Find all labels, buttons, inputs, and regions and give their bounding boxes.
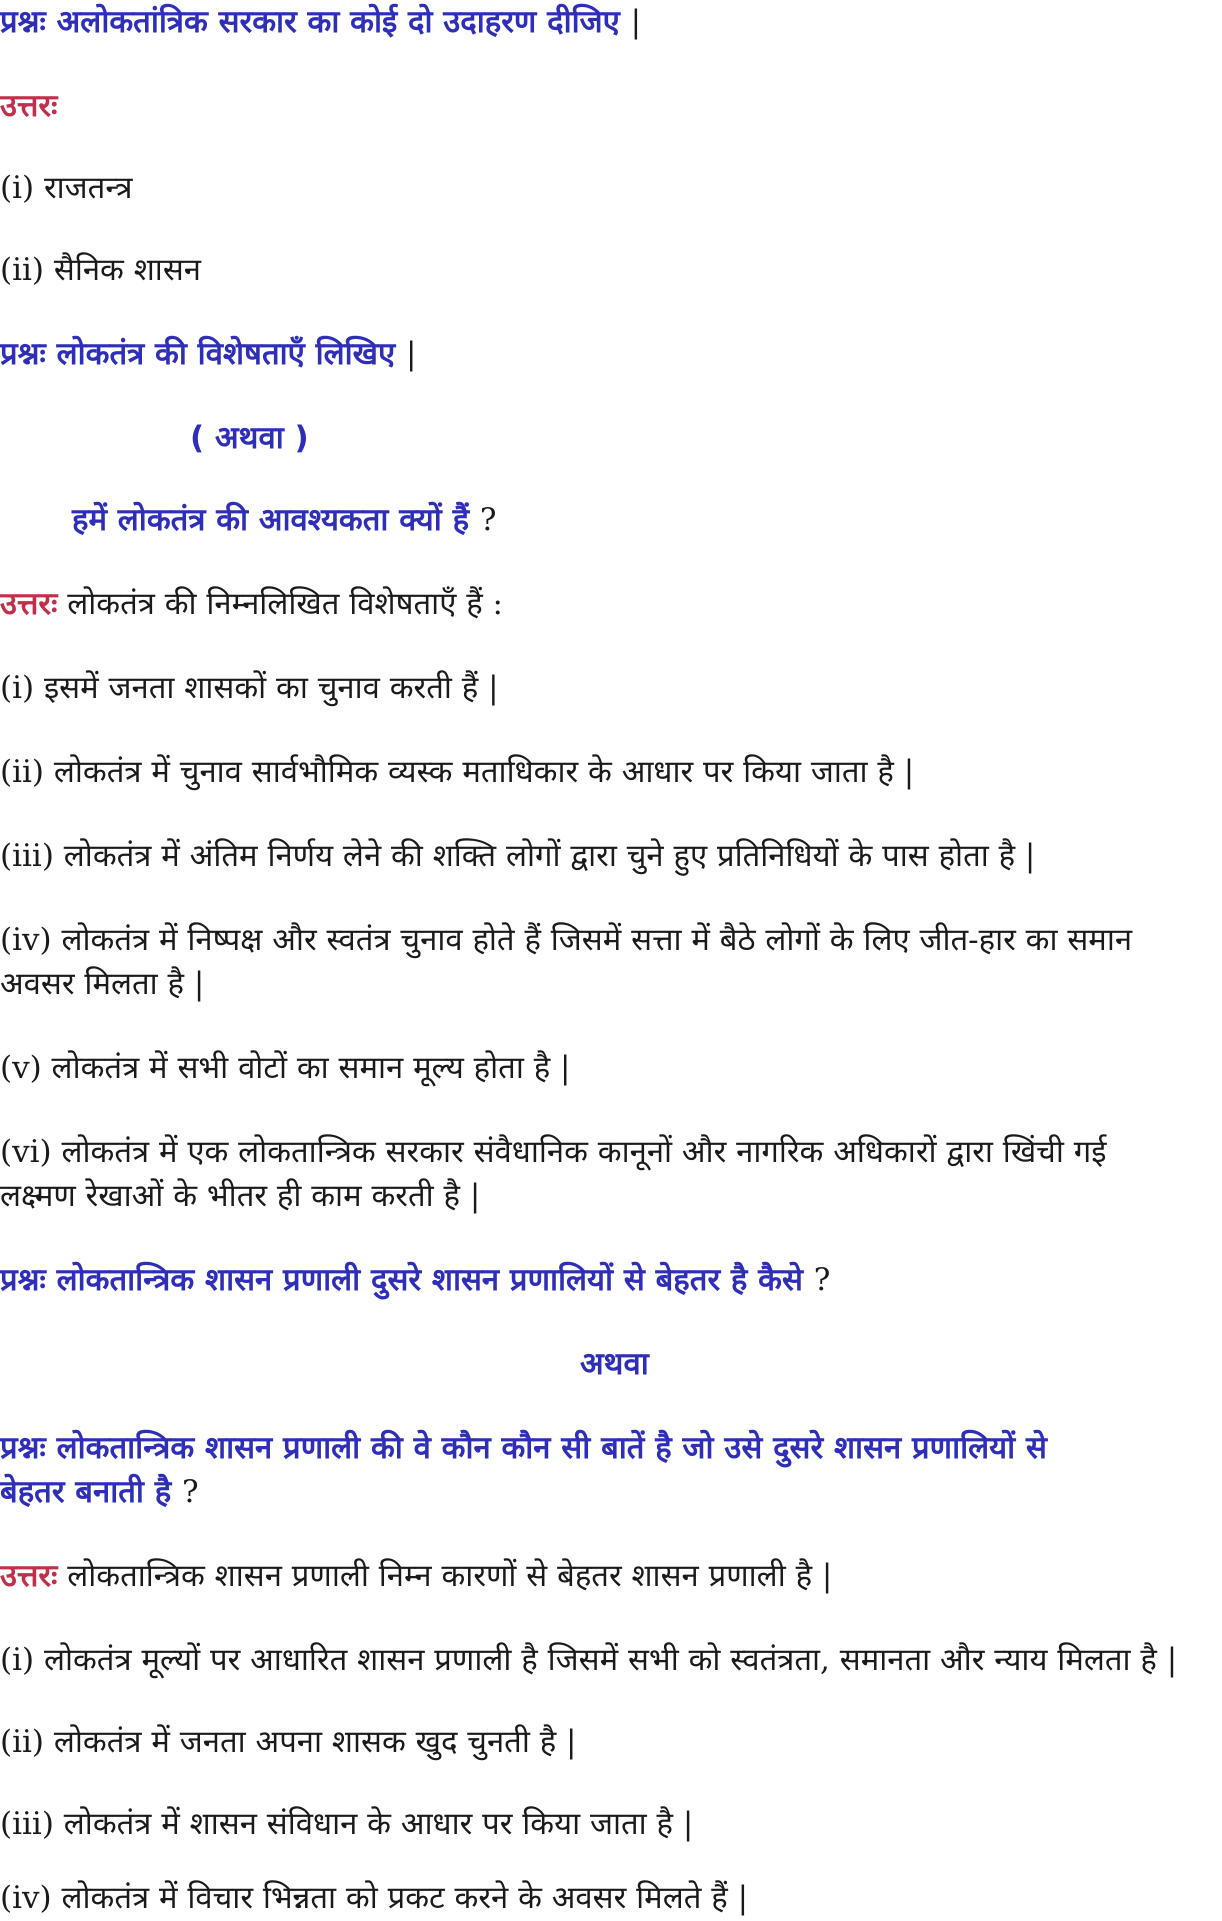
question-end: ?: [182, 1474, 199, 1510]
question-text: अलोकतांत्रिक सरकार का कोई दो उदाहरण दीजिए: [56, 4, 620, 40]
answer-intro: लोकतंत्र की निम्नलिखित विशेषताएँ हैं :: [67, 586, 503, 622]
answer-4-item: (ii) लोकतंत्र में जनता अपना शासक खुद चुनती है |: [0, 1724, 577, 1760]
question-text: लोकतंत्र की विशेषताएँ लिखिए: [56, 336, 396, 372]
question-4: [0, 1428, 1047, 1468]
question-2-alt: [72, 500, 497, 540]
answer-intro: लोकतान्त्रिक शासन प्रणाली निम्न कारणों से बेहतर शासन प्रणाली है |: [67, 1558, 833, 1594]
answer-2-item: (i) इसमें जनता शासकों का चुनाव करती हैं |: [0, 670, 499, 706]
answer-4-intro: [0, 1556, 832, 1596]
answer-2-intro: [0, 584, 503, 624]
question-1: [0, 2, 641, 42]
answer-2-item: (iii) लोकतंत्र में अंतिम निर्णय लेने की शक्ति लोगों द्वारा चुने हुए प्रतिनिधियों के पास होता है |: [0, 838, 1036, 874]
answer-2-item: (iv) लोकतंत्र में निष्पक्ष और स्वतंत्र चुनाव होते हैं जिसमें सत्ता में बैठे लोगों के लिए जीत-हार का समान: [0, 922, 1133, 958]
answer-label: उत्तरः: [0, 586, 58, 622]
answer-1-item: (i) राजतन्त्र: [0, 170, 133, 206]
answer-label: उत्तरः: [0, 1558, 58, 1594]
question-label: प्रश्नः: [0, 1262, 46, 1298]
question-end: |: [405, 336, 417, 372]
question-end: |: [630, 4, 642, 40]
answer-2-item-cont: अवसर मिलता है |: [0, 966, 205, 1002]
answer-4-item: (iv) लोकतंत्र में विचार भिन्नता को प्रकट करने के अवसर मिलते हैं |: [0, 1880, 749, 1916]
question-2: [0, 334, 416, 374]
question-4-cont: [0, 1472, 199, 1512]
question-text-cont: बेहतर बनाती है: [0, 1474, 172, 1510]
question-text: लोकतान्त्रिक शासन प्रणाली दुसरे शासन प्रणालियों से बेहतर है कैसे: [56, 1262, 803, 1298]
answer-2-item: (vi) लोकतंत्र में एक लोकतान्त्रिक सरकार संवैधानिक कानूनों और नागरिक अधिकारों द्वारा खिंची गई: [0, 1134, 1107, 1170]
answer-label: उत्तरः: [0, 88, 58, 124]
question-label: प्रश्नः: [0, 1430, 46, 1466]
answer-1-item: (ii) सैनिक शासन: [0, 252, 201, 288]
answer-4-item: (i) लोकतंत्र मूल्यों पर आधारित शासन प्रणाली है जिसमें सभी को स्वतंत्रता, समानता और न्याय मिलता है |: [0, 1642, 1178, 1678]
answer-2-item: (ii) लोकतंत्र में चुनाव सार्वभौमिक व्यस्क मताधिकार के आधार पर किया जाता है |: [0, 754, 915, 790]
or-label: ( अथवा ): [190, 420, 309, 456]
question-3-or: [580, 1344, 649, 1384]
question-end: ?: [813, 1262, 831, 1298]
question-3: [0, 1260, 830, 1300]
answer-2-item-cont: लक्ष्मण रेखाओं के भीतर ही काम करती है |: [0, 1178, 481, 1214]
answer-4-item: (iii) लोकतंत्र में शासन संविधान के आधार पर किया जाता है |: [0, 1806, 694, 1842]
question-label: प्रश्नः: [0, 4, 46, 40]
question-alt-text: हमें लोकतंत्र की आवश्यकता क्यों हैं: [72, 502, 470, 538]
question-label: प्रश्नः: [0, 336, 46, 372]
question-text: लोकतान्त्रिक शासन प्रणाली की वे कौन कौन सी बातें है जो उसे दुसरे शासन प्रणालियों से: [56, 1430, 1047, 1466]
question-end: ?: [479, 502, 497, 538]
answer-2-item: (v) लोकतंत्र में सभी वोटों का समान मूल्य होता है |: [0, 1050, 571, 1086]
question-2-or: [190, 418, 309, 458]
answer-1-label-line: [0, 86, 57, 126]
or-label: अथवा: [580, 1346, 649, 1382]
